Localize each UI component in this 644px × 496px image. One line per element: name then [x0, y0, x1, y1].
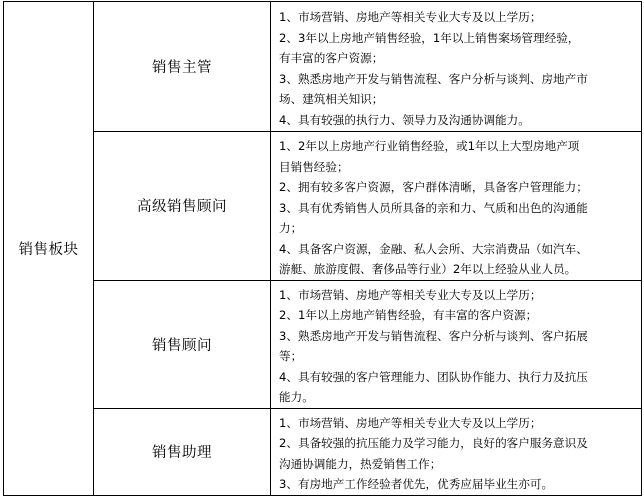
table-row — [4, 132, 642, 281]
table-row — [4, 280, 642, 408]
requirement-line: 等； — [279, 349, 303, 363]
requirement-line: 1、市场营销、房地产等相关专业大专及以上学历； — [279, 287, 542, 302]
requirement-line: 1、市场营销、房地产等相关专业大专及以上学历； — [279, 415, 542, 430]
requirement-line: 3、熟悉房地产开发与销售流程、客户分析与谈判、房地产市 — [279, 71, 588, 86]
role-title: 销售顾问 — [94, 280, 271, 408]
requirement-line: 1、2年以上房地产行业销售经验，或1年以上大型房地产项 — [279, 139, 580, 153]
requirement-line: 有丰富的客户资源； — [279, 51, 384, 65]
role-title: 销售助理 — [94, 408, 271, 495]
requirement-line: 能力。 — [279, 390, 314, 404]
requirement-line: 力； — [279, 221, 303, 235]
requirements-cell — [271, 132, 642, 281]
requirement-line: 2、拥有较多客户资源，客户群体清晰，具备客户管理能力； — [279, 180, 588, 194]
requirement-line: 2、1年以上房地产销售经验，有丰富的客户资源； — [279, 308, 538, 322]
requirement-line: 游艇、旅游度假、奢侈品等行业）2年以上经验从业人员。 — [279, 262, 577, 276]
requirements-cell — [271, 408, 642, 495]
requirement-line: 3、具有优秀销售人员所具备的亲和力、气质和出色的沟通能 — [279, 200, 588, 215]
requirements-cell — [271, 280, 642, 408]
table-row — [4, 2, 642, 132]
job-requirements-table — [3, 1, 642, 496]
role-title: 高级销售顾问 — [94, 132, 271, 281]
table-row — [4, 408, 642, 495]
requirement-line: 4、具有较强的执行力、领导力及沟通协调能力。 — [279, 112, 530, 127]
requirement-line: 目销售经验； — [279, 159, 349, 174]
requirement-line: 3、有房地产工作经验者优先，优秀应届毕业生亦可。 — [279, 477, 554, 491]
requirement-line: 2、具备较强的抗压能力及学习能力，良好的客户服务意识及 — [279, 436, 588, 450]
requirements-cell — [271, 2, 642, 132]
requirement-line: 场、建筑相关知识； — [279, 92, 384, 106]
role-title: 销售主管 — [94, 2, 271, 132]
requirement-line: 沟通协调能力，热爱销售工作； — [279, 456, 442, 471]
requirement-line: 4、具备客户资源，金融、私人会所、大宗消费品（如汽车、 — [279, 241, 588, 256]
section-label: 销售板块 — [4, 2, 94, 496]
requirement-line: 4、具有较强的客户管理能力、团队协作能力、执行力及抗压 — [279, 369, 588, 384]
requirement-line: 1、市场营销、房地产等相关专业大专及以上学历； — [279, 10, 542, 24]
requirement-line: 3、熟悉房地产开发与销售流程、客户分析与谈判、客户拓展 — [279, 328, 588, 343]
requirement-line: 2、3年以上房地产销售经验，1年以上销售案场管理经验， — [279, 30, 580, 45]
